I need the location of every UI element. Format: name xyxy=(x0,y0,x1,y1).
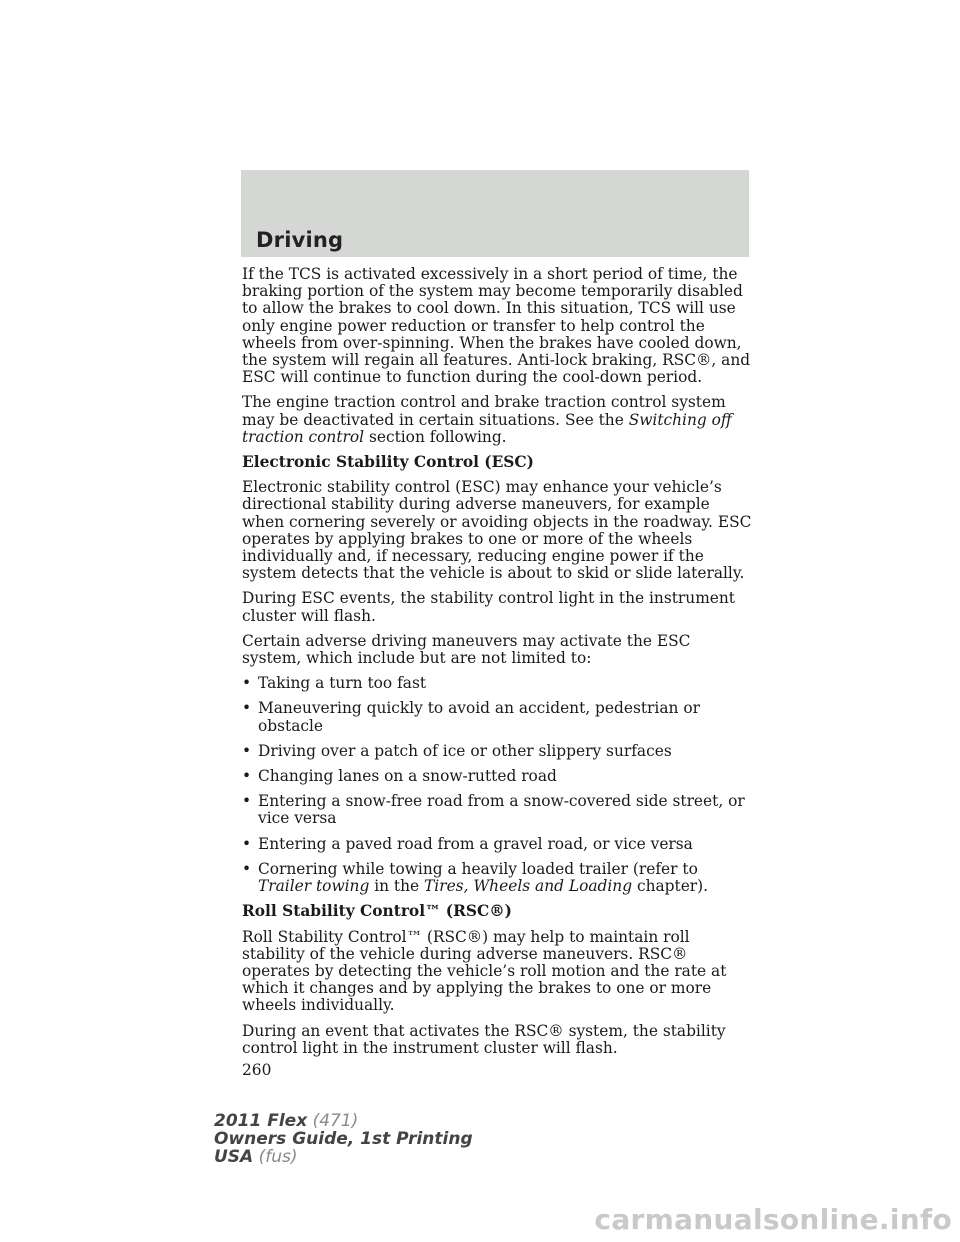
list-item-text: in the xyxy=(369,877,425,896)
paragraph-esc-maneuvers-intro: Certain adverse driving maneuvers may activate the ESC system, which include but are not limited to: xyxy=(242,631,691,668)
list-item xyxy=(242,793,754,827)
list-item xyxy=(242,675,754,692)
footer-region-code: (fus) xyxy=(253,1147,298,1167)
paragraph-tcs-overheat: If the TCS is activated excessively in a short period of time, the braking portion of the system may become temporarily disabled to allow the brakes to cool down. In this situation, TCS will use only engine power reduction or transfer to help control the wheels from over-spinning. When the brakes have cooled down, the system will regain all features. Anti-lock braking, RSC®, and ESC will continue to function during the cool-down period. xyxy=(242,265,751,387)
list-item xyxy=(242,768,754,785)
footer-model-code: (471) xyxy=(307,1111,359,1131)
bullet-icon: • xyxy=(242,767,252,786)
cross-reference-link: Switching off traction control xyxy=(242,410,732,446)
footer-model: 2011 Flex xyxy=(214,1111,308,1131)
list-item-text: Taking a turn too fast xyxy=(258,674,427,693)
list-item-text: chapter). xyxy=(632,877,709,896)
footer-line-region xyxy=(214,1148,473,1166)
cross-reference-link: Tires, Wheels and Loading xyxy=(424,877,633,896)
list-item-text: Cornering while towing a heavily loaded trailer (refer to xyxy=(258,859,698,878)
footer-line-model xyxy=(214,1112,473,1130)
print-footer xyxy=(214,1112,473,1166)
paragraph-esc-events: During ESC events, the stability control light in the instrument cluster will flash. xyxy=(242,589,735,625)
bullet-icon: • xyxy=(242,699,252,718)
heading-esc: Electronic Stability Control (ESC) xyxy=(242,453,534,472)
bullet-icon: • xyxy=(242,741,252,760)
site-watermark: carmanualsonline.info xyxy=(594,1203,952,1236)
list-item-text: Driving over a patch of ice or other slippery surfaces xyxy=(258,741,672,760)
maneuver-list xyxy=(242,675,754,895)
bullet-icon: • xyxy=(242,792,252,811)
list-item-text: Entering a paved road from a gravel road, or vice versa xyxy=(258,834,693,853)
list-item-text: Maneuvering quickly to avoid an accident, pedestrian or obstacle xyxy=(258,699,700,735)
cross-reference-link: Trailer towing xyxy=(258,877,370,896)
page-number: 260 xyxy=(242,1060,272,1079)
list-item-text: Entering a snow-free road from a snow-covered side street, or vice versa xyxy=(258,792,745,828)
page-body xyxy=(242,266,754,1079)
paragraph-rsc-description: Roll Stability Control™ (RSC®) may help to maintain roll stability of the vehicle during adverse maneuvers. RSC® operates by detecting the vehicle’s roll motion and the rate at which it changes and by applying the brakes to one or more wheels individually. xyxy=(242,927,727,1015)
list-item xyxy=(242,700,754,734)
heading-rsc: Roll Stability Control™ (RSC®) xyxy=(242,902,512,921)
paragraph-traction-deactivation xyxy=(242,394,754,446)
paragraph-esc-description: Electronic stability control (ESC) may enhance your vehicle’s directional stability during adverse maneuvers, for example when cornering severely or avoiding objects in the roadway. ESC operates by applying brakes to one or more of the wheels individually and, if necessary, reducing engine power if the system detects that the vehicle is about to skid or slide laterally. xyxy=(242,478,752,583)
bullet-icon: • xyxy=(242,834,252,853)
paragraph-text: section following. xyxy=(364,427,507,446)
footer-region: USA xyxy=(214,1147,254,1167)
list-item xyxy=(242,861,754,895)
footer-line-printing xyxy=(214,1130,473,1148)
paragraph-rsc-events: During an event that activates the RSC® system, the stability control light in the instrument cluster will flash. xyxy=(242,1021,726,1057)
paragraph-text: The engine traction control and brake traction control system may be deactivated in certain situations. See the xyxy=(242,393,726,429)
list-item-text: Changing lanes on a snow-rutted road xyxy=(258,767,557,786)
footer-printing: Owners Guide, 1st Printing xyxy=(214,1129,473,1149)
bullet-icon: • xyxy=(242,674,252,693)
list-item xyxy=(242,836,754,853)
bullet-icon: • xyxy=(242,859,252,878)
section-title: Driving xyxy=(256,228,344,252)
list-item xyxy=(242,743,754,760)
